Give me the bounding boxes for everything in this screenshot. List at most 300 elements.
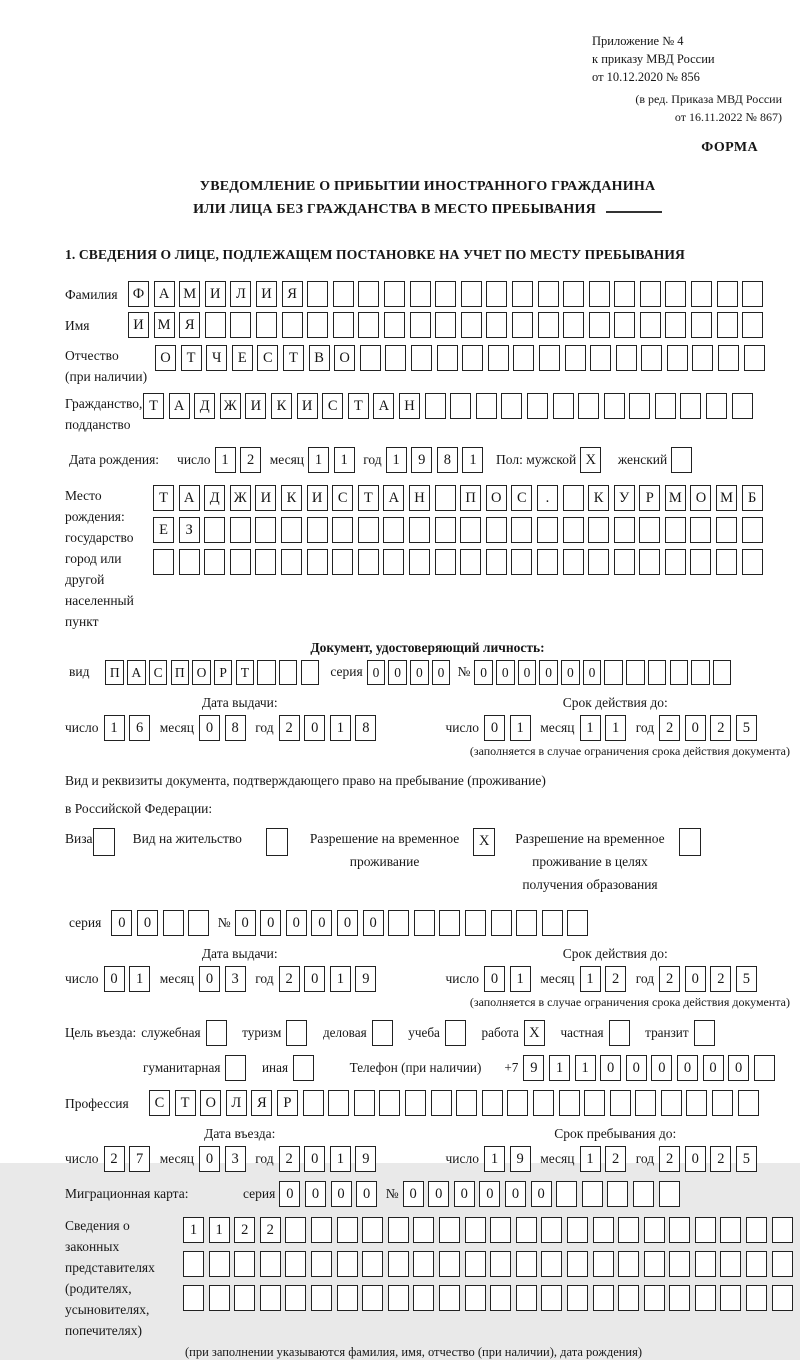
residence-permit-checkbox-cell[interactable] <box>266 828 288 856</box>
citizenship-input-cell[interactable] <box>629 393 650 419</box>
birthplace-input-row2-cell[interactable] <box>563 517 584 543</box>
permit-valid-year-input-cell[interactable]: 0 <box>685 966 706 992</box>
phone-input-cell[interactable]: 1 <box>549 1055 570 1081</box>
birthplace-input-row2-cell[interactable] <box>230 517 251 543</box>
migration-card-number-input-cell[interactable] <box>582 1181 603 1207</box>
citizenship-input-cell[interactable] <box>706 393 727 419</box>
patronymic-input-cell[interactable] <box>513 345 534 371</box>
sex-male-checkbox-cell[interactable]: X <box>580 447 601 473</box>
citizenship-input-cell[interactable] <box>553 393 574 419</box>
surname-input-cell[interactable] <box>563 281 584 307</box>
given-name-input-cell[interactable] <box>512 312 533 338</box>
permit-issue-year-input-cell[interactable]: 0 <box>304 966 325 992</box>
temp-residence-checkbox-cell[interactable]: X <box>473 828 495 856</box>
doc-issue-month-input-cell[interactable]: 0 <box>199 715 220 741</box>
patronymic-input-cell[interactable] <box>488 345 509 371</box>
permit-valid-month-input-cell[interactable]: 2 <box>605 966 626 992</box>
permit-issue-year-input-cell[interactable]: 9 <box>355 966 376 992</box>
sex-female-checkbox-cell[interactable] <box>671 447 692 473</box>
birthplace-input-row1-cell[interactable]: А <box>179 485 200 511</box>
citizenship-input-cell[interactable]: И <box>297 393 318 419</box>
birthplace-input-row2-cell[interactable] <box>383 517 404 543</box>
profession-input-cell[interactable]: С <box>149 1090 170 1116</box>
entry-year-input-cell[interactable]: 9 <box>355 1146 376 1172</box>
permit-valid-day-input-cell[interactable]: 0 <box>484 966 505 992</box>
permit-issue-year-input-cell[interactable]: 1 <box>330 966 351 992</box>
patronymic-input-cell[interactable] <box>437 345 458 371</box>
patronymic-input-cell[interactable]: Т <box>283 345 304 371</box>
birthplace-input-row2-cell[interactable] <box>358 517 379 543</box>
surname-input-cell[interactable] <box>614 281 635 307</box>
guardians-input-row2-cell[interactable] <box>490 1251 511 1277</box>
guardians-input-row1-cell[interactable] <box>541 1217 562 1243</box>
guardians-input-row3-cell[interactable] <box>413 1285 434 1311</box>
birthplace-input-row3-cell[interactable] <box>486 549 507 575</box>
given-name-input-cell[interactable] <box>461 312 482 338</box>
birthplace-input-row3-cell[interactable] <box>230 549 251 575</box>
birthplace-input-row3-cell[interactable] <box>716 549 737 575</box>
guardians-input-row2-cell[interactable] <box>388 1251 409 1277</box>
guardians-input-row2-cell[interactable] <box>337 1251 358 1277</box>
birth-year-input-cell[interactable]: 8 <box>437 447 458 473</box>
surname-input-cell[interactable] <box>640 281 661 307</box>
stay-year-input-cell[interactable]: 2 <box>710 1146 731 1172</box>
permit-number-input-cell[interactable] <box>439 910 460 936</box>
migration-card-number-input-cell[interactable] <box>659 1181 680 1207</box>
citizenship-input-cell[interactable]: К <box>271 393 292 419</box>
birthplace-input-row1-cell[interactable] <box>563 485 584 511</box>
doc-number-input-cell[interactable] <box>604 660 623 685</box>
birth-year-input-cell[interactable]: 9 <box>411 447 432 473</box>
doc-issue-day-input-cell[interactable]: 6 <box>129 715 150 741</box>
guardians-input-row3-cell[interactable] <box>490 1285 511 1311</box>
birth-day-input-cell[interactable]: 2 <box>240 447 261 473</box>
permit-series-input-cell[interactable] <box>188 910 209 936</box>
guardians-input-row2-cell[interactable] <box>593 1251 614 1277</box>
doc-number-input-cell[interactable] <box>713 660 732 685</box>
phone-input-cell[interactable] <box>754 1055 775 1081</box>
birthplace-input-row2-cell[interactable] <box>409 517 430 543</box>
patronymic-input-cell[interactable] <box>590 345 611 371</box>
purpose-study-checkbox-cell[interactable] <box>445 1020 466 1046</box>
stay-day-input-cell[interactable]: 9 <box>510 1146 531 1172</box>
given-name-input-cell[interactable] <box>717 312 738 338</box>
visa-checkbox-cell[interactable] <box>93 828 115 856</box>
profession-input-cell[interactable] <box>456 1090 477 1116</box>
doc-issue-year-input-cell[interactable]: 0 <box>304 715 325 741</box>
birthplace-input-row1-cell[interactable]: К <box>281 485 302 511</box>
profession-input-cell[interactable] <box>610 1090 631 1116</box>
surname-input-cell[interactable] <box>358 281 379 307</box>
birthplace-input-row1-cell[interactable]: М <box>716 485 737 511</box>
given-name-input-cell[interactable] <box>410 312 431 338</box>
permit-number-input-cell[interactable]: 0 <box>260 910 281 936</box>
guardians-input-row3-cell[interactable] <box>746 1285 767 1311</box>
doc-type-input-cell[interactable]: Р <box>214 660 233 685</box>
permit-number-input-cell[interactable] <box>542 910 563 936</box>
doc-type-input-cell[interactable] <box>279 660 298 685</box>
citizenship-input-cell[interactable]: И <box>245 393 266 419</box>
guardians-input-row3-cell[interactable] <box>567 1285 588 1311</box>
citizenship-input-cell[interactable]: Н <box>399 393 420 419</box>
phone-input-cell[interactable]: 0 <box>626 1055 647 1081</box>
guardians-input-row1-cell[interactable] <box>618 1217 639 1243</box>
surname-input-cell[interactable]: Я <box>282 281 303 307</box>
guardians-input-row2-cell[interactable] <box>209 1251 230 1277</box>
profession-input-cell[interactable]: Р <box>277 1090 298 1116</box>
patronymic-input-cell[interactable] <box>360 345 381 371</box>
doc-issue-year-input-cell[interactable]: 8 <box>355 715 376 741</box>
profession-input-cell[interactable] <box>559 1090 580 1116</box>
doc-series-input-cell[interactable]: 0 <box>432 660 451 685</box>
citizenship-input-cell[interactable]: С <box>322 393 343 419</box>
profession-input-cell[interactable]: О <box>200 1090 221 1116</box>
guardians-input-row1-cell[interactable] <box>285 1217 306 1243</box>
birth-month-input-cell[interactable]: 1 <box>308 447 329 473</box>
permit-valid-month-input-cell[interactable]: 1 <box>580 966 601 992</box>
birthplace-input-row3-cell[interactable] <box>179 549 200 575</box>
patronymic-input-cell[interactable] <box>385 345 406 371</box>
citizenship-input-cell[interactable] <box>450 393 471 419</box>
doc-number-input-cell[interactable] <box>626 660 645 685</box>
surname-input-cell[interactable] <box>307 281 328 307</box>
given-name-input-cell[interactable] <box>486 312 507 338</box>
permit-number-input-cell[interactable]: 0 <box>311 910 332 936</box>
birthplace-input-row2-cell[interactable]: Е <box>153 517 174 543</box>
entry-month-input-cell[interactable]: 0 <box>199 1146 220 1172</box>
entry-year-input-cell[interactable]: 0 <box>304 1146 325 1172</box>
guardians-input-row3-cell[interactable] <box>209 1285 230 1311</box>
surname-input-cell[interactable]: М <box>179 281 200 307</box>
birthplace-input-row3-cell[interactable] <box>307 549 328 575</box>
doc-number-input-cell[interactable] <box>648 660 667 685</box>
doc-type-input-cell[interactable]: А <box>127 660 146 685</box>
profession-input-cell[interactable] <box>482 1090 503 1116</box>
purpose-transit-checkbox-cell[interactable] <box>694 1020 715 1046</box>
given-name-input-cell[interactable] <box>691 312 712 338</box>
citizenship-input-cell[interactable]: Т <box>348 393 369 419</box>
guardians-input-row2-cell[interactable] <box>567 1251 588 1277</box>
birthplace-input-row3-cell[interactable] <box>153 549 174 575</box>
guardians-input-row3-cell[interactable] <box>260 1285 281 1311</box>
guardians-input-row1-cell[interactable] <box>644 1217 665 1243</box>
surname-input-cell[interactable] <box>589 281 610 307</box>
birthplace-input-row1-cell[interactable]: . <box>537 485 558 511</box>
profession-input-cell[interactable] <box>328 1090 349 1116</box>
guardians-input-row3-cell[interactable] <box>337 1285 358 1311</box>
doc-type-input-cell[interactable]: С <box>149 660 168 685</box>
guardians-input-row1-cell[interactable] <box>695 1217 716 1243</box>
purpose-humanitarian-checkbox-cell[interactable] <box>225 1055 246 1081</box>
citizenship-input-cell[interactable] <box>501 393 522 419</box>
birthplace-input-row1-cell[interactable]: И <box>255 485 276 511</box>
guardians-input-row1-cell[interactable]: 1 <box>209 1217 230 1243</box>
guardians-input-row3-cell[interactable] <box>720 1285 741 1311</box>
birthplace-input-row1-cell[interactable]: С <box>511 485 532 511</box>
birthplace-input-row2-cell[interactable] <box>460 517 481 543</box>
surname-input-cell[interactable] <box>410 281 431 307</box>
permit-issue-day-input-cell[interactable]: 1 <box>129 966 150 992</box>
purpose-official-checkbox-cell[interactable] <box>206 1020 227 1046</box>
citizenship-input-cell[interactable]: Ж <box>220 393 241 419</box>
guardians-input-row3-cell[interactable] <box>465 1285 486 1311</box>
permit-valid-year-input-cell[interactable]: 2 <box>710 966 731 992</box>
guardians-input-row1-cell[interactable] <box>772 1217 793 1243</box>
birthplace-input-row3-cell[interactable] <box>409 549 430 575</box>
permit-number-input-cell[interactable]: 0 <box>286 910 307 936</box>
guardians-input-row2-cell[interactable] <box>311 1251 332 1277</box>
doc-number-input-cell[interactable]: 0 <box>539 660 558 685</box>
birthplace-input-row1-cell[interactable]: Т <box>358 485 379 511</box>
guardians-input-row1-cell[interactable] <box>669 1217 690 1243</box>
guardians-input-row3-cell[interactable] <box>183 1285 204 1311</box>
profession-input-cell[interactable] <box>712 1090 733 1116</box>
doc-valid-month-input-cell[interactable]: 1 <box>580 715 601 741</box>
guardians-input-row1-cell[interactable] <box>439 1217 460 1243</box>
stay-year-input-cell[interactable]: 2 <box>659 1146 680 1172</box>
migration-card-number-input-cell[interactable]: 0 <box>479 1181 500 1207</box>
patronymic-input-cell[interactable] <box>462 345 483 371</box>
doc-number-input-cell[interactable]: 0 <box>496 660 515 685</box>
guardians-input-row1-cell[interactable]: 2 <box>260 1217 281 1243</box>
guardians-input-row2-cell[interactable] <box>644 1251 665 1277</box>
birthplace-input-row2-cell[interactable] <box>742 517 763 543</box>
guardians-input-row1-cell[interactable]: 2 <box>234 1217 255 1243</box>
patronymic-input-cell[interactable] <box>744 345 765 371</box>
patronymic-input-cell[interactable] <box>616 345 637 371</box>
guardians-input-row2-cell[interactable] <box>234 1251 255 1277</box>
guardians-input-row2-cell[interactable] <box>746 1251 767 1277</box>
given-name-input-cell[interactable] <box>563 312 584 338</box>
profession-input-cell[interactable] <box>354 1090 375 1116</box>
profession-input-cell[interactable] <box>405 1090 426 1116</box>
doc-valid-year-input-cell[interactable]: 5 <box>736 715 757 741</box>
birthplace-input-row1-cell[interactable]: П <box>460 485 481 511</box>
birthplace-input-row3-cell[interactable] <box>383 549 404 575</box>
guardians-input-row2-cell[interactable] <box>720 1251 741 1277</box>
doc-issue-month-input-cell[interactable]: 8 <box>225 715 246 741</box>
birthplace-input-row1-cell[interactable]: М <box>665 485 686 511</box>
given-name-input-cell[interactable] <box>538 312 559 338</box>
doc-number-input-cell[interactable]: 0 <box>561 660 580 685</box>
surname-input-cell[interactable] <box>435 281 456 307</box>
guardians-input-row1-cell[interactable] <box>465 1217 486 1243</box>
given-name-input-cell[interactable] <box>282 312 303 338</box>
given-name-input-cell[interactable] <box>742 312 763 338</box>
phone-input-cell[interactable]: 0 <box>728 1055 749 1081</box>
purpose-other-checkbox-cell[interactable] <box>293 1055 314 1081</box>
surname-input-cell[interactable] <box>333 281 354 307</box>
given-name-input-cell[interactable] <box>640 312 661 338</box>
surname-input-cell[interactable] <box>512 281 533 307</box>
doc-type-input-cell[interactable] <box>257 660 276 685</box>
phone-input-cell[interactable]: 0 <box>703 1055 724 1081</box>
doc-number-input-cell[interactable]: 0 <box>474 660 493 685</box>
phone-input-cell[interactable]: 1 <box>575 1055 596 1081</box>
doc-number-input-cell[interactable]: 0 <box>518 660 537 685</box>
doc-issue-day-input-cell[interactable]: 1 <box>104 715 125 741</box>
migration-card-number-input-cell[interactable]: 0 <box>428 1181 449 1207</box>
given-name-input-cell[interactable] <box>358 312 379 338</box>
guardians-input-row3-cell[interactable] <box>541 1285 562 1311</box>
purpose-business-checkbox-cell[interactable] <box>372 1020 393 1046</box>
given-name-input-cell[interactable] <box>307 312 328 338</box>
birthplace-input-row3-cell[interactable] <box>563 549 584 575</box>
birthplace-input-row2-cell[interactable] <box>307 517 328 543</box>
birthplace-input-row3-cell[interactable] <box>281 549 302 575</box>
permit-issue-year-input-cell[interactable]: 2 <box>279 966 300 992</box>
permit-issue-month-input-cell[interactable]: 3 <box>225 966 246 992</box>
given-name-input-cell[interactable] <box>333 312 354 338</box>
guardians-input-row2-cell[interactable] <box>772 1251 793 1277</box>
birthplace-input-row2-cell[interactable] <box>614 517 635 543</box>
permit-number-input-cell[interactable] <box>491 910 512 936</box>
migration-card-series-input-cell[interactable]: 0 <box>305 1181 326 1207</box>
migration-card-number-input-cell[interactable]: 0 <box>531 1181 552 1207</box>
birth-month-input-cell[interactable]: 1 <box>334 447 355 473</box>
profession-input-cell[interactable] <box>431 1090 452 1116</box>
doc-valid-year-input-cell[interactable]: 2 <box>659 715 680 741</box>
doc-valid-day-input-cell[interactable]: 0 <box>484 715 505 741</box>
birthplace-input-row1-cell[interactable]: О <box>486 485 507 511</box>
guardians-input-row1-cell[interactable] <box>362 1217 383 1243</box>
patronymic-input-cell[interactable] <box>718 345 739 371</box>
permit-valid-year-input-cell[interactable]: 2 <box>659 966 680 992</box>
profession-input-cell[interactable] <box>507 1090 528 1116</box>
guardians-input-row1-cell[interactable] <box>516 1217 537 1243</box>
doc-series-input-cell[interactable]: 0 <box>410 660 429 685</box>
patronymic-input-cell[interactable]: В <box>309 345 330 371</box>
permit-issue-month-input-cell[interactable]: 0 <box>199 966 220 992</box>
doc-series-input-cell[interactable]: 0 <box>367 660 386 685</box>
entry-year-input-cell[interactable]: 1 <box>330 1146 351 1172</box>
permit-number-input-cell[interactable] <box>567 910 588 936</box>
doc-type-input-cell[interactable]: П <box>105 660 124 685</box>
birth-year-input-cell[interactable]: 1 <box>386 447 407 473</box>
guardians-input-row3-cell[interactable] <box>618 1285 639 1311</box>
birthplace-input-row3-cell[interactable] <box>588 549 609 575</box>
birthplace-input-row3-cell[interactable] <box>358 549 379 575</box>
doc-issue-year-input-cell[interactable]: 2 <box>279 715 300 741</box>
guardians-input-row2-cell[interactable] <box>362 1251 383 1277</box>
given-name-input-cell[interactable] <box>384 312 405 338</box>
permit-valid-year-input-cell[interactable]: 5 <box>736 966 757 992</box>
birthplace-input-row2-cell[interactable] <box>690 517 711 543</box>
guardians-input-row3-cell[interactable] <box>311 1285 332 1311</box>
guardians-input-row3-cell[interactable] <box>695 1285 716 1311</box>
patronymic-input-cell[interactable]: Е <box>232 345 253 371</box>
surname-input-cell[interactable] <box>665 281 686 307</box>
permit-number-input-cell[interactable]: 0 <box>363 910 384 936</box>
guardians-input-row3-cell[interactable] <box>516 1285 537 1311</box>
given-name-input-cell[interactable] <box>435 312 456 338</box>
migration-card-number-input-cell[interactable] <box>607 1181 628 1207</box>
doc-number-input-cell[interactable] <box>691 660 710 685</box>
given-name-input-cell[interactable] <box>589 312 610 338</box>
profession-input-cell[interactable]: Я <box>251 1090 272 1116</box>
stay-day-input-cell[interactable]: 1 <box>484 1146 505 1172</box>
permit-issue-day-input-cell[interactable]: 0 <box>104 966 125 992</box>
guardians-input-row2-cell[interactable] <box>183 1251 204 1277</box>
citizenship-input-cell[interactable] <box>578 393 599 419</box>
birthplace-input-row2-cell[interactable] <box>511 517 532 543</box>
guardians-input-row2-cell[interactable] <box>439 1251 460 1277</box>
birthplace-input-row2-cell[interactable] <box>281 517 302 543</box>
birthplace-input-row3-cell[interactable] <box>537 549 558 575</box>
surname-input-cell[interactable] <box>717 281 738 307</box>
permit-series-input-cell[interactable]: 0 <box>137 910 158 936</box>
migration-card-number-input-cell[interactable]: 0 <box>403 1181 424 1207</box>
guardians-input-row3-cell[interactable] <box>772 1285 793 1311</box>
doc-valid-year-input-cell[interactable]: 0 <box>685 715 706 741</box>
permit-series-input-cell[interactable]: 0 <box>111 910 132 936</box>
profession-input-cell[interactable] <box>533 1090 554 1116</box>
birthplace-input-row2-cell[interactable] <box>255 517 276 543</box>
guardians-input-row2-cell[interactable] <box>413 1251 434 1277</box>
migration-card-series-input-cell[interactable]: 0 <box>331 1181 352 1207</box>
birthplace-input-row1-cell[interactable]: Т <box>153 485 174 511</box>
surname-input-cell[interactable] <box>384 281 405 307</box>
given-name-input-cell[interactable] <box>256 312 277 338</box>
doc-valid-year-input-cell[interactable]: 2 <box>710 715 731 741</box>
guardians-input-row3-cell[interactable] <box>593 1285 614 1311</box>
guardians-input-row2-cell[interactable] <box>695 1251 716 1277</box>
profession-input-cell[interactable] <box>379 1090 400 1116</box>
phone-input-cell[interactable]: 9 <box>523 1055 544 1081</box>
surname-input-cell[interactable] <box>742 281 763 307</box>
citizenship-input-cell[interactable] <box>732 393 753 419</box>
guardians-input-row3-cell[interactable] <box>362 1285 383 1311</box>
citizenship-input-cell[interactable] <box>425 393 446 419</box>
guardians-input-row1-cell[interactable] <box>490 1217 511 1243</box>
guardians-input-row1-cell[interactable] <box>337 1217 358 1243</box>
purpose-private-checkbox-cell[interactable] <box>609 1020 630 1046</box>
birthplace-input-row2-cell[interactable] <box>435 517 456 543</box>
migration-card-number-input-cell[interactable]: 0 <box>505 1181 526 1207</box>
birthplace-input-row2-cell[interactable] <box>486 517 507 543</box>
doc-number-input-cell[interactable] <box>670 660 689 685</box>
purpose-tourism-checkbox-cell[interactable] <box>286 1020 307 1046</box>
doc-type-input-cell[interactable] <box>301 660 320 685</box>
patronymic-input-cell[interactable] <box>641 345 662 371</box>
citizenship-input-cell[interactable] <box>604 393 625 419</box>
patronymic-input-cell[interactable]: С <box>257 345 278 371</box>
given-name-input-cell[interactable] <box>614 312 635 338</box>
guardians-input-row1-cell[interactable]: 1 <box>183 1217 204 1243</box>
doc-type-input-cell[interactable]: Т <box>236 660 255 685</box>
birthplace-input-row1-cell[interactable]: У <box>614 485 635 511</box>
birthplace-input-row1-cell[interactable]: Р <box>639 485 660 511</box>
surname-input-cell[interactable] <box>538 281 559 307</box>
citizenship-input-cell[interactable] <box>655 393 676 419</box>
patronymic-input-cell[interactable]: Ч <box>206 345 227 371</box>
stay-year-input-cell[interactable]: 5 <box>736 1146 757 1172</box>
given-name-input-cell[interactable] <box>665 312 686 338</box>
birthplace-input-row2-cell[interactable] <box>665 517 686 543</box>
patronymic-input-cell[interactable] <box>667 345 688 371</box>
guardians-input-row1-cell[interactable] <box>413 1217 434 1243</box>
citizenship-input-cell[interactable]: А <box>373 393 394 419</box>
profession-input-cell[interactable] <box>686 1090 707 1116</box>
temp-residence-edu-checkbox-cell[interactable] <box>679 828 701 856</box>
birthplace-input-row1-cell[interactable]: Н <box>409 485 430 511</box>
guardians-input-row2-cell[interactable] <box>618 1251 639 1277</box>
birth-day-input-cell[interactable]: 1 <box>215 447 236 473</box>
profession-input-cell[interactable] <box>661 1090 682 1116</box>
birthplace-input-row3-cell[interactable] <box>665 549 686 575</box>
migration-card-number-input-cell[interactable]: 0 <box>454 1181 475 1207</box>
guardians-input-row3-cell[interactable] <box>234 1285 255 1311</box>
